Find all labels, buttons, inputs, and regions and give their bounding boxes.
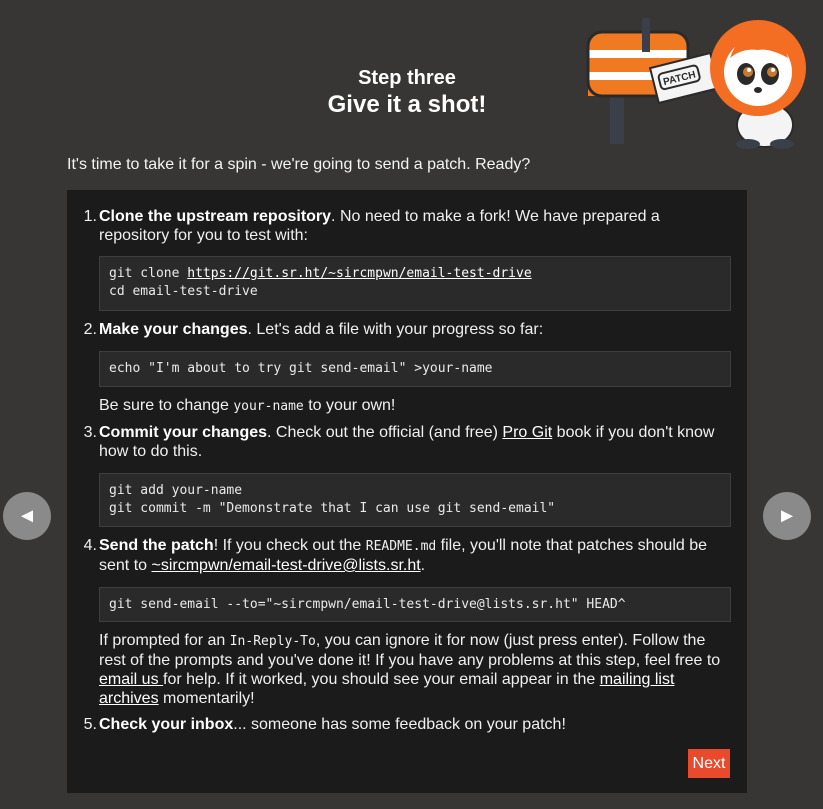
step-text: ... someone has some feedback on your patch! [233,716,566,733]
repo-link[interactable]: https://git.sr.ht/~sircmpwn/email-test-drive [187,266,532,281]
code-block-send-email: git send-email --to="~sircmpwn/email-test-drive@lists.sr.ht" HEAD^ [99,587,731,622]
step-label: Step three [358,67,456,89]
arrow-right-icon: ► [777,504,797,527]
step-text: . Check out the official (and free) [267,424,503,441]
inline-code: In-Reply-To [229,634,316,649]
step-text: . [420,557,426,574]
step-number: 1. [83,208,97,225]
page-title: Give it a shot! [327,91,487,118]
step-number: 4. [83,537,97,554]
step-text: book if you don't know how to do this. [99,424,715,460]
code-text: git clone [109,266,188,281]
step-heading: Check your inbox [99,716,234,733]
inline-code: your-name [233,399,304,414]
code-block-clone [99,256,731,311]
step-item-2 [81,320,731,339]
mailing-list-archives-link[interactable]: mailing list archives [99,671,675,707]
step-text: file, you'll note that patches should be sent to [99,537,708,574]
step-number: 2. [83,321,97,338]
step-item-3 [81,423,731,461]
step-number: 3. [83,424,97,441]
arrow-left-icon: ◄ [17,504,37,527]
step-number: 5. [83,716,97,733]
step-heading: Commit your changes [99,424,268,441]
step-heading: Send the patch [99,537,214,554]
instructions-panel [67,190,747,793]
previous-button[interactable] [3,492,51,540]
step-item-5 [81,715,731,734]
step-heading: Clone the upstream repository [99,208,332,225]
next-button[interactable]: Next [688,749,730,778]
inline-code: README.md [365,539,437,554]
code-block-commit: git add your-name git commit -m "Demonstrate that I can use git send-email" [99,473,731,527]
intro-text: It's time to take it for a spin - we're going to send a patch. Ready? [67,156,531,173]
step-text: . No need to make a fork! We have prepared a repository for you to test with: [99,208,660,244]
step-text: . Let's add a file with your progress so far: [247,321,544,338]
step-note: Be sure to change your-name to your own! [99,397,396,414]
mailing-list-link[interactable]: ~sircmpwn/email-test-drive@lists.sr.ht [151,557,421,574]
code-text: cd email-test-drive [109,284,258,299]
step-text: ! If you check out the [213,537,366,554]
next-arrow-button[interactable] [763,492,811,540]
step-item-1 [81,207,731,245]
patch-note-text: PATCH [662,69,697,89]
step-item-4 [81,536,731,575]
email-us-link[interactable]: email us [99,671,164,688]
code-block-echo: echo "I'm about to try git send-email" >your-name [99,351,731,387]
pro-git-link[interactable]: Pro Git [502,424,553,441]
step-note: If prompted for an In-Reply-To, you can ignore it for now (just press enter). Follow the rest of the prompts and you've done it! If you have any problems at this step, feel free to email us for help. If it worked, you should see your email appear in the mailing list archives momentarily! [99,632,721,707]
step-heading: Make your changes [99,321,248,338]
